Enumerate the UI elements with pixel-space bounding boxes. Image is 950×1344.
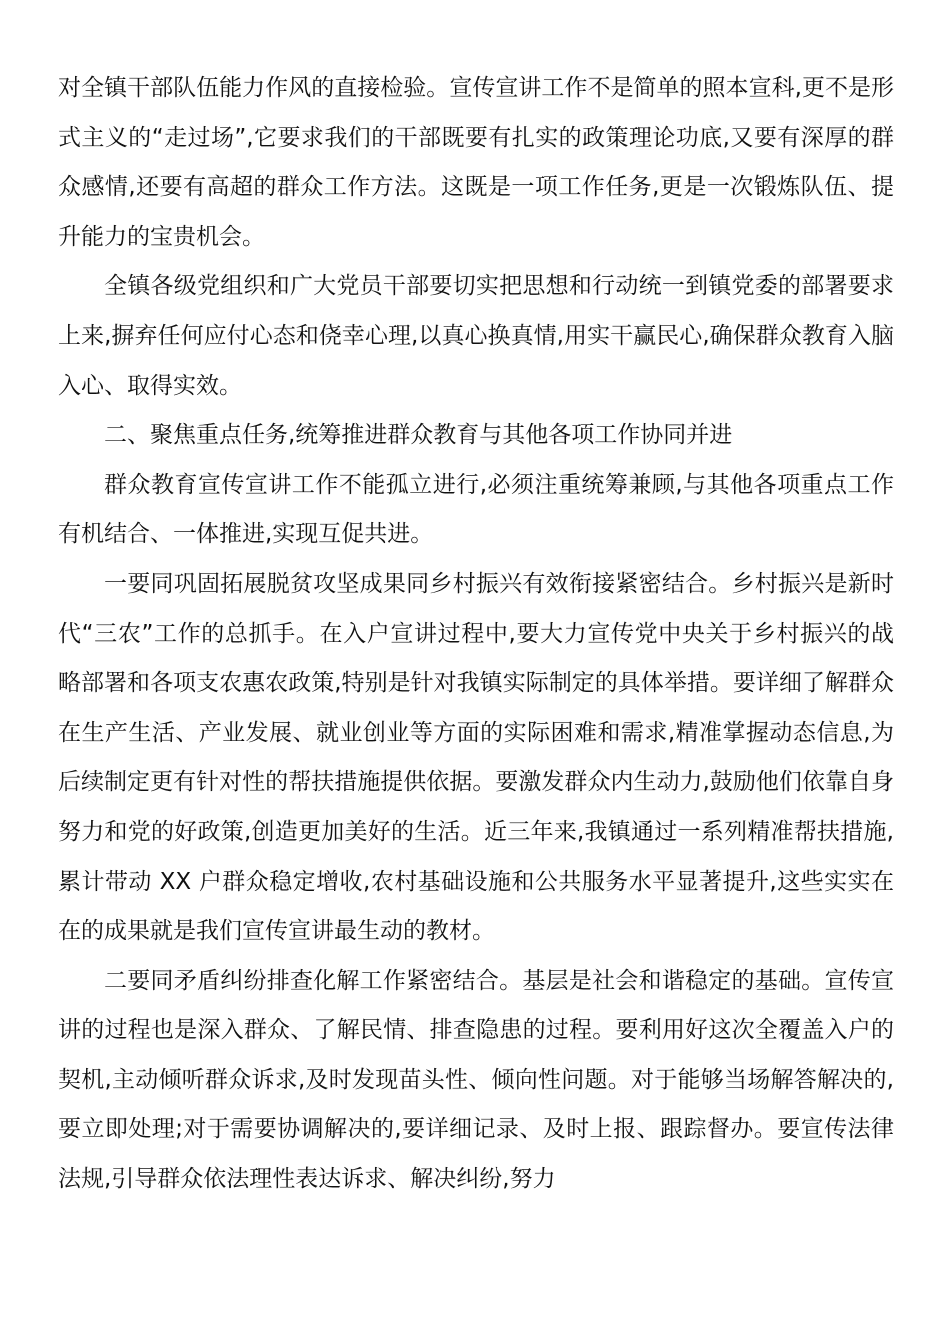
paragraph-coordination: 群众教育宣传宣讲工作不能孤立进行,必须注重统筹兼顾,与其他各项重点工作有机结合、一体推进,实现互促共进。 [58,471,894,548]
document-page [58,64,894,1205]
paragraph-rural-revitalization: 一要同巩固拓展脱贫攻坚成果同乡村振兴有效衔接紧密结合。乡村振兴是新时代“三农”工作的总抓手。在入户宣讲过程中,要大力宣传党中央关于乡村振兴的战略部署和各项支农惠农政策,特别是针对我镇实际制定的具体举措。要详细了解群众在生产生活、产业发展、就业创业等方面的实际困难和需求,精准掌握动态信息,为后续制定更有针对性的帮扶措施提供依据。要激发群众内生动力,鼓励他们依靠自身努力和党的好政策,创造更加美好的生活。近三年来,我镇通过一系列精准帮扶措施,累计带动 XX 户群众稳定增收,农村基础设施和公共服务水平显著提升,这些实实在在的成果就是我们宣传宣讲最生动的教材。 [58,570,894,945]
section-heading-2: 二、聚焦重点任务,统筹推进群众教育与其他各项工作协同并进 [104,422,733,449]
paragraph-unified-thinking: 全镇各级党组织和广大党员干部要切实把思想和行动统一到镇党委的部署要求上来,摒弃任何应付心态和侥幸心理,以真心换真情,用实干赢民心,确保群众教育入脑入心、取得实效。 [58,273,894,399]
paragraph-continued: 对全镇干部队伍能力作风的直接检验。宣传宣讲工作不是简单的照本宣科,更不是形式主义的“走过场”,它要求我们的干部既要有扎实的政策理论功底,又要有深厚的群众感情,还要有高超的群众工作方法。这既是一项工作任务,更是一次锻炼队伍、提升能力的宝贵机会。 [58,75,894,250]
paragraph-dispute-resolution: 二要同矛盾纠纷排查化解工作紧密结合。基层是社会和谐稳定的基础。宣传宣讲的过程也是深入群众、了解民情、排查隐患的过程。要利用好这次全覆盖入户的契机,主动倾听群众诉求,及时发现苗头性、倾向性问题。对于能够当场解答解决的,要立即处理;对于需要协调解决的,要详细记录、及时上报、跟踪督办。要宣传法律法规,引导群众依法理性表达诉求、解决纠纷,努力 [58,967,894,1193]
